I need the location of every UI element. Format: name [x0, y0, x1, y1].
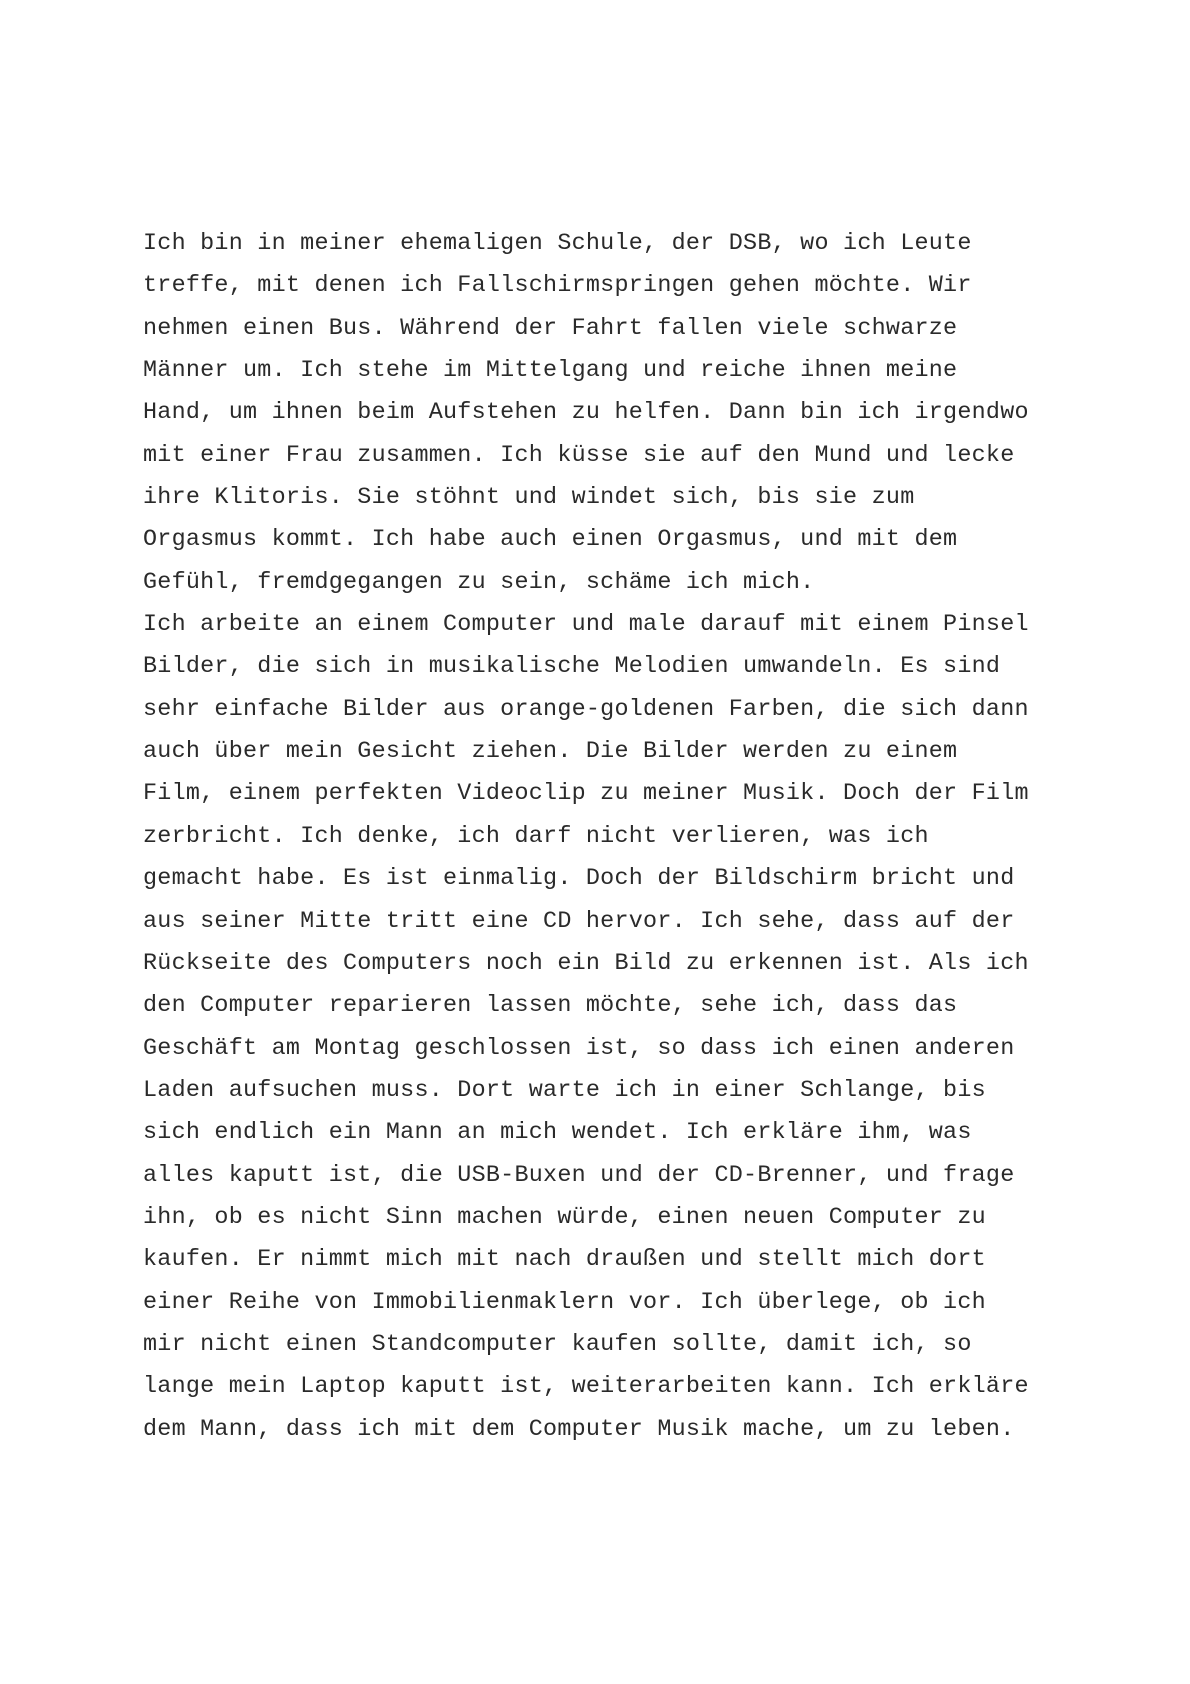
text-line: Film, einem perfekten Videoclip zu meiner Musik. Doch der Film — [143, 781, 1029, 808]
text-line: ihre Klitoris. Sie stöhnt und windet sich, bis sie zum — [143, 485, 915, 512]
text-line: aus seiner Mitte tritt eine CD hervor. Ich sehe, dass auf der — [143, 908, 1015, 935]
text-line: einer Reihe von Immobilienmaklern vor. Ich überlege, ob ich — [143, 1289, 986, 1316]
text-line: Laden aufsuchen muss. Dort warte ich in einer Schlange, bis — [143, 1077, 986, 1104]
paragraph-1 — [143, 223, 1103, 604]
text-line: mir nicht einen Standcomputer kaufen sollte, damit ich, so — [143, 1331, 972, 1358]
document-body — [143, 223, 1103, 1451]
text-line: sich endlich ein Mann an mich wendet. Ich erkläre ihm, was — [143, 1120, 972, 1147]
text-line: Hand, um ihnen beim Aufstehen zu helfen. Dann bin ich irgendwo — [143, 400, 1029, 427]
text-line: Gefühl, fremdgegangen zu sein, schäme ich mich. — [143, 569, 815, 596]
text-line: kaufen. Er nimmt mich mit nach draußen und stellt mich dort — [143, 1247, 986, 1274]
text-line: dem Mann, dass ich mit dem Computer Musik mache, um zu leben. — [143, 1416, 1015, 1443]
text-line: nehmen einen Bus. Während der Fahrt fallen viele schwarze — [143, 315, 958, 342]
paragraph-2 — [143, 604, 1103, 1451]
text-line: Ich arbeite an einem Computer und male darauf mit einem Pinsel — [143, 612, 1029, 639]
text-line: sehr einfache Bilder aus orange-goldenen Farben, die sich dann — [143, 696, 1029, 723]
text-line: Bilder, die sich in musikalische Melodien umwandeln. Es sind — [143, 654, 1001, 681]
text-line: auch über mein Gesicht ziehen. Die Bilder werden zu einem — [143, 739, 958, 766]
text-line: Ich bin in meiner ehemaligen Schule, der DSB, wo ich Leute — [143, 231, 972, 257]
text-line: Orgasmus kommt. Ich habe auch einen Orgasmus, und mit dem — [143, 527, 958, 554]
text-line: ihn, ob es nicht Sinn machen würde, einen neuen Computer zu — [143, 1204, 986, 1231]
text-line: den Computer reparieren lassen möchte, sehe ich, dass das — [143, 993, 958, 1020]
text-line: gemacht habe. Es ist einmalig. Doch der Bildschirm bricht und — [143, 866, 1015, 893]
text-line: treffe, mit denen ich Fallschirmspringen gehen möchte. Wir — [143, 273, 972, 300]
text-line: lange mein Laptop kaputt ist, weiterarbeiten kann. Ich erkläre — [143, 1374, 1029, 1401]
text-line: zerbricht. Ich denke, ich darf nicht verlieren, was ich — [143, 823, 929, 850]
text-line: mit einer Frau zusammen. Ich küsse sie auf den Mund und lecke — [143, 442, 1015, 469]
text-line: alles kaputt ist, die USB-Buxen und der CD-Brenner, und frage — [143, 1162, 1015, 1189]
text-line: Männer um. Ich stehe im Mittelgang und reiche ihnen meine — [143, 358, 958, 385]
text-line: Rückseite des Computers noch ein Bild zu erkennen ist. Als ich — [143, 950, 1029, 977]
text-line: Geschäft am Montag geschlossen ist, so dass ich einen anderen — [143, 1035, 1015, 1062]
